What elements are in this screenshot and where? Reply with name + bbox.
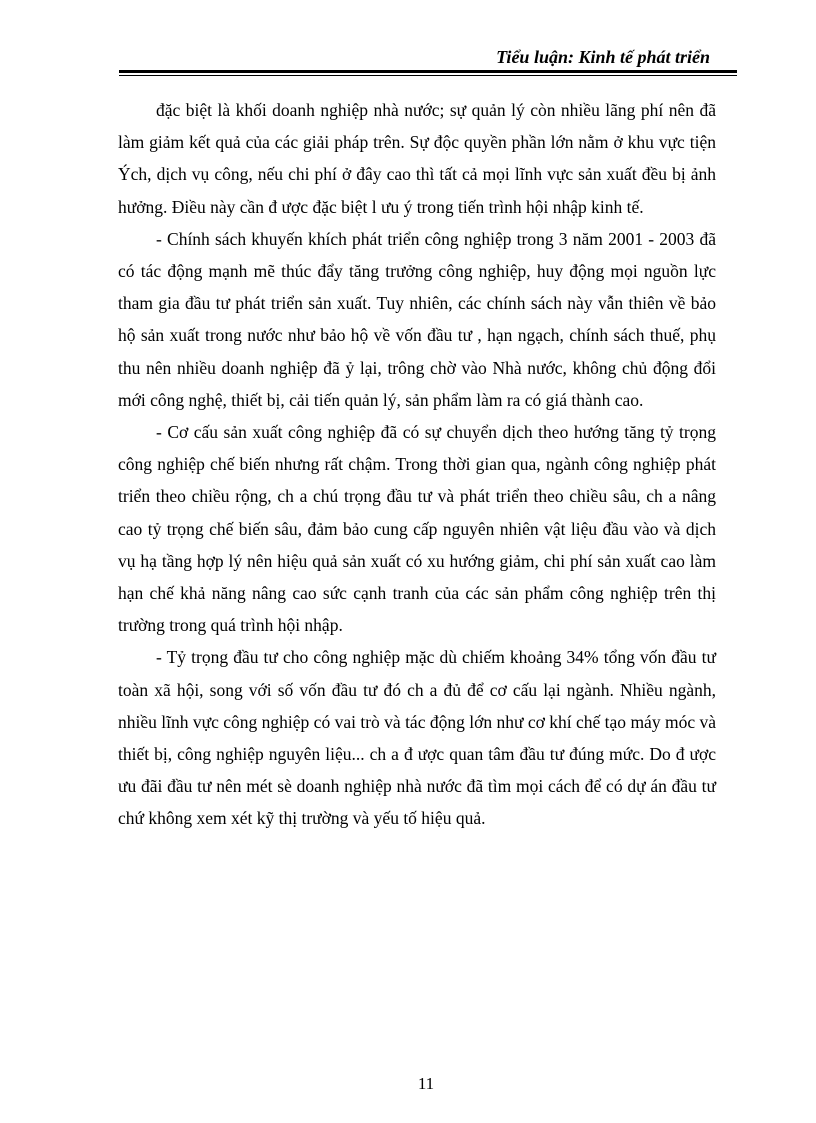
header-title: Tiểu luận: Kinh tế phát triển (496, 47, 710, 67)
header-rule-thin (119, 75, 737, 76)
page-number: 11 (417, 1074, 435, 1093)
paragraph-investment-share: - Tỷ trọng đầu tư cho công nghiệp mặc dù chiếm khoảng 34% tổng vốn đầu tư toàn xã hội, song với số vốn đầu tư đó ch a đủ để cơ cấu lại ngành. Nhiều ngành, nhiều lĩnh vực công nghiệp có vai trò và tác động lớn như cơ khí chế tạo máy móc và thiết bị, công nghiệp nguyên liệu... ch a đ ược quan tâm đầu tư đúng mức. Do đ ược ưu đãi đầu tư nên mét sè doanh nghiệp nhà nước đã tìm mọi cách để có dự án đầu tư chứ không xem xét kỹ thị trường và yếu tố hiệu quả. (118, 647, 716, 829)
header-rule-thick (119, 70, 737, 73)
document-body (118, 94, 716, 835)
paragraph-industrial-policy: - Chính sách khuyến khích phát triển công nghiệp trong 3 năm 2001 - 2003 đã có tác động mạnh mẽ thúc đẩy tăng trưởng công nghiệp, huy động mọi nguồn lực tham gia đầu tư phát triển sản xuất. Tuy nhiên, các chính sách này vẫn thiên về bảo hộ sản xuất trong nước như bảo hộ về vốn đầu tư , hạn ngạch, chính sách thuế, phụ thu nên nhiều doanh nghiệp đã ỷ lại, trông chờ vào Nhà nước, không chủ động đổi mới công nghệ, thiết bị, cải tiến quản lý, sản phẩm làm ra có giá thành cao. (118, 228, 716, 410)
paragraph-continuation: đặc biệt là khối doanh nghiệp nhà nước; sự quản lý còn nhiều lãng phí nên đã làm giảm kết quả của các giải pháp trên. Sự độc quyền phần lớn nằm ở khu vực tiện Ých, dịch vụ công, nếu chi phí ở đây cao thì tất cả mọi lĩnh vực sản xuất đều bị ảnh hưởng. Điều này cần đ ược đặc biệt l ưu ý trong tiến trình hội nhập kinh tế. (118, 100, 716, 217)
paragraph-production-structure: - Cơ cấu sản xuất công nghiệp đã có sự chuyển dịch theo hướng tăng tỷ trọng công nghiệp chế biến nhưng rất chậm. Trong thời gian qua, ngành công nghiệp phát triển theo chiều rộng, ch a chú trọng đầu tư và phát triển theo chiều sâu, ch a nâng cao tỷ trọng chế biến sâu, đảm bảo cung cấp nguyên nhiên vật liệu đầu vào và dịch vụ hạ tầng hợp lý nên hiệu quả sản xuất có xu hướng giảm, chi phí sản xuất cao làm hạn chế khả năng nâng cao sức cạnh tranh của các sản phẩm công nghiệp trên thị trường trong quá trình hội nhập. (118, 422, 716, 636)
